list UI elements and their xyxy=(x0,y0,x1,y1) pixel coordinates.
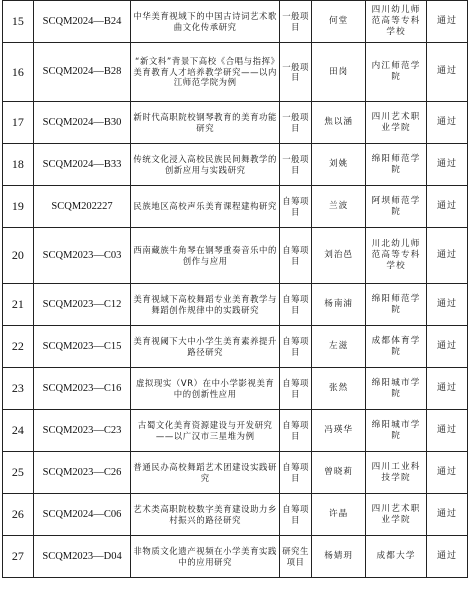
project-title: 新时代高职院校钢琴教育的美育功能研究 xyxy=(131,102,280,144)
project-unit: 阿坝师范学院 xyxy=(366,186,427,228)
review-result: 通过 xyxy=(426,43,467,102)
project-title: 非物质文化遗产视频在小学美育实践中的应用研究 xyxy=(131,536,280,578)
row-number: 25 xyxy=(3,452,34,494)
project-leader: 张然 xyxy=(311,368,365,410)
review-result: 通过 xyxy=(426,102,467,144)
row-number: 22 xyxy=(3,326,34,368)
project-type: 自筹项目 xyxy=(280,410,312,452)
project-title: 中华美育视域下的中国古诗词艺术歌曲文化传承研究 xyxy=(131,1,280,43)
project-code: SCQM2024—B33 xyxy=(33,144,131,186)
project-code: SCQM2024—C06 xyxy=(33,494,131,536)
row-number: 16 xyxy=(3,43,34,102)
project-unit: 四川幼儿师范高等专科学校 xyxy=(366,1,427,43)
row-number: 20 xyxy=(3,228,34,284)
project-type: 研究生项目 xyxy=(280,536,312,578)
project-leader: 刘姚 xyxy=(311,144,365,186)
review-result: 通过 xyxy=(426,536,467,578)
project-title: 西南藏族牛角琴在钢琴重奏音乐中的创作与应用 xyxy=(131,228,280,284)
project-type: 一般项目 xyxy=(280,43,312,102)
project-unit: 四川艺术职业学院 xyxy=(366,494,427,536)
project-type: 自筹项目 xyxy=(280,284,312,326)
project-title: 美育视阈下大中小学生美育素养提升路径研究 xyxy=(131,326,280,368)
row-number: 24 xyxy=(3,410,34,452)
row-number: 15 xyxy=(3,1,34,43)
project-type: 自筹项目 xyxy=(280,368,312,410)
project-code: SCQM202227 xyxy=(33,186,131,228)
review-result: 通过 xyxy=(426,228,467,284)
project-code: SCQM2023—D04 xyxy=(33,536,131,578)
row-number: 18 xyxy=(3,144,34,186)
review-result: 通过 xyxy=(426,186,467,228)
project-unit: 绵阳城市学院 xyxy=(366,368,427,410)
project-type: 自筹项目 xyxy=(280,452,312,494)
table-row xyxy=(3,284,468,326)
row-number: 23 xyxy=(3,368,34,410)
project-unit: 绵阳城市学院 xyxy=(366,410,427,452)
table-row xyxy=(3,43,468,102)
project-title: “新文科”背景下高校《合唱与指挥》美育教育人才培养教学研究——以内江师范学院为例 xyxy=(131,43,280,102)
project-unit: 绵阳师范学院 xyxy=(366,144,427,186)
table-row xyxy=(3,494,468,536)
project-unit: 川北幼儿师范高等专科学校 xyxy=(366,228,427,284)
row-number: 19 xyxy=(3,186,34,228)
table-row xyxy=(3,368,468,410)
review-result: 通过 xyxy=(426,144,467,186)
review-result: 通过 xyxy=(426,452,467,494)
project-code: SCQM2024—B24 xyxy=(33,1,131,43)
table-row xyxy=(3,186,468,228)
project-title: 艺术类高职院校数字美育建设助力乡村振兴的路径研究 xyxy=(131,494,280,536)
project-unit: 成都大学 xyxy=(366,536,427,578)
project-type: 一般项目 xyxy=(280,144,312,186)
project-title: 古蜀文化美育资源建设与开发研究——以广汉市三星堆为例 xyxy=(131,410,280,452)
project-code: SCQM2023—C23 xyxy=(33,410,131,452)
table-row xyxy=(3,1,468,43)
project-title: 传统文化浸入高校民族民间舞教学的创新应用与实践研究 xyxy=(131,144,280,186)
project-title: 普通民办高校舞蹈艺术团建设实践研究 xyxy=(131,452,280,494)
table-row xyxy=(3,452,468,494)
project-code: SCQM2024—B30 xyxy=(33,102,131,144)
project-title: 民族地区高校声乐美育课程建构研究 xyxy=(131,186,280,228)
project-type: 一般项目 xyxy=(280,1,312,43)
review-result: 通过 xyxy=(426,410,467,452)
review-result: 通过 xyxy=(426,1,467,43)
project-leader: 许晶 xyxy=(311,494,365,536)
project-results-table xyxy=(2,0,468,578)
project-unit: 内江师范学院 xyxy=(366,43,427,102)
project-title: 虚拟现实（VR）在中小学影视美育中的创新性应用 xyxy=(131,368,280,410)
project-type: 自筹项目 xyxy=(280,186,312,228)
project-leader: 左滋 xyxy=(311,326,365,368)
project-code: SCQM2023—C26 xyxy=(33,452,131,494)
project-leader: 杨南浦 xyxy=(311,284,365,326)
table-row xyxy=(3,102,468,144)
project-code: SCQM2023—C16 xyxy=(33,368,131,410)
project-type: 自筹项目 xyxy=(280,228,312,284)
project-code: SCQM2024—B28 xyxy=(33,43,131,102)
project-code: SCQM2023—C12 xyxy=(33,284,131,326)
project-leader: 杨婧玥 xyxy=(311,536,365,578)
row-number: 27 xyxy=(3,536,34,578)
review-result: 通过 xyxy=(426,326,467,368)
project-title: 美育视域下高校舞蹈专业美育教学与舞蹈创作规律中的实践研究 xyxy=(131,284,280,326)
table-row xyxy=(3,326,468,368)
project-type: 一般项目 xyxy=(280,102,312,144)
project-leader: 冯瑛华 xyxy=(311,410,365,452)
project-type: 自筹项目 xyxy=(280,326,312,368)
project-unit: 四川艺术职业学院 xyxy=(366,102,427,144)
row-number: 26 xyxy=(3,494,34,536)
table-row xyxy=(3,410,468,452)
row-number: 21 xyxy=(3,284,34,326)
project-leader: 兰波 xyxy=(311,186,365,228)
table-row xyxy=(3,228,468,284)
review-result: 通过 xyxy=(426,284,467,326)
project-code: SCQM2023—C15 xyxy=(33,326,131,368)
row-number: 17 xyxy=(3,102,34,144)
project-leader: 刘治邑 xyxy=(311,228,365,284)
project-leader: 曾晓莉 xyxy=(311,452,365,494)
project-type: 自筹项目 xyxy=(280,494,312,536)
table-row xyxy=(3,536,468,578)
project-unit: 四川工业科技学院 xyxy=(366,452,427,494)
review-result: 通过 xyxy=(426,494,467,536)
project-unit: 成都体育学院 xyxy=(366,326,427,368)
table-row xyxy=(3,144,468,186)
project-leader: 焦以涵 xyxy=(311,102,365,144)
project-unit: 绵阳师范学院 xyxy=(366,284,427,326)
project-leader: 何堂 xyxy=(311,1,365,43)
project-code: SCQM2023—C03 xyxy=(33,228,131,284)
review-result: 通过 xyxy=(426,368,467,410)
project-leader: 田岗 xyxy=(311,43,365,102)
